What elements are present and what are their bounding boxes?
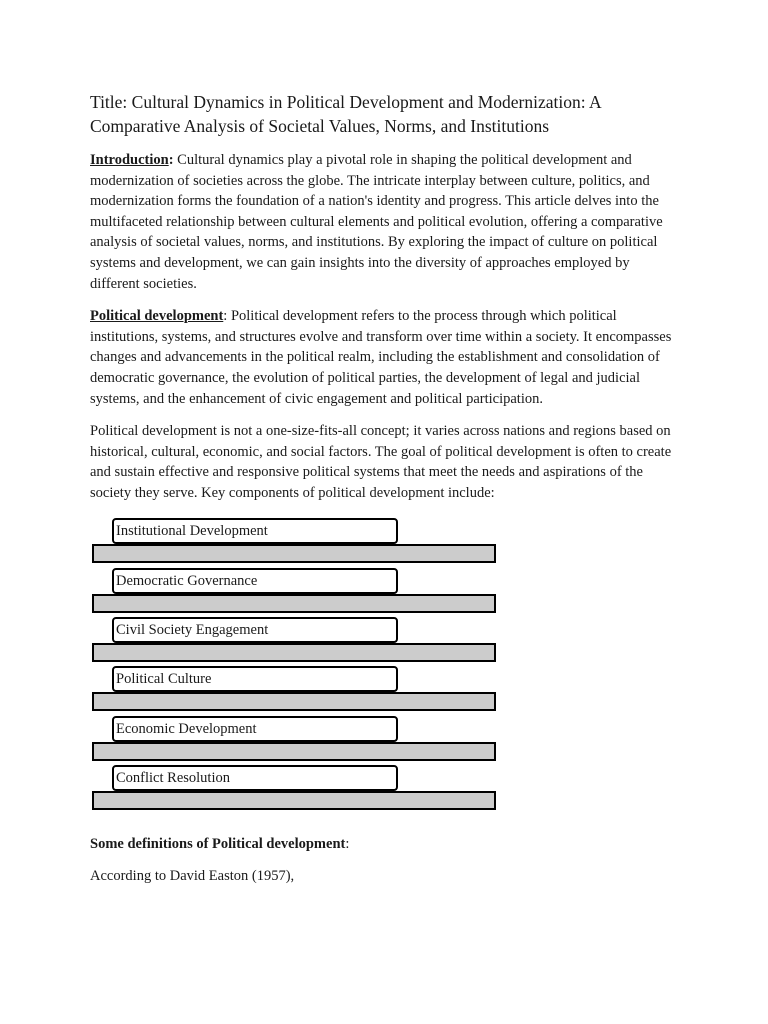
component-bar xyxy=(92,742,496,761)
document-page xyxy=(90,90,680,899)
key-components-diagram xyxy=(90,518,510,820)
component-bar xyxy=(92,791,496,810)
document-title: Title: Cultural Dynamics in Political Development and Modernization: A Comparative Analysis of Societal Values, Norms, and Institutions xyxy=(90,92,601,136)
component-label-box: Conflict Resolution xyxy=(112,765,398,791)
introduction-colon: : xyxy=(168,152,174,168)
political-development-heading: Political development xyxy=(90,308,224,325)
political-development-text: : Political development refers to the process through which political institutions, systems, and structures evolve and transform over time within a society. It encompasses changes and advancements in the political realm, including the establishment and consolidation of democratic governance, the evolution of political parties, the development of legal and judicial systems, and the enhancement of civic engagement and political participation. xyxy=(90,308,672,407)
definitions-heading: Some definitions of Political development xyxy=(90,835,346,852)
introduction-text: Cultural dynamics play a pivotal role in shaping the political development and modernization of societies across the globe. The intricate interplay between culture, politics, and modernization forms the foundation of a nation's identity and progress. This article delves into the multifaceted relationship between cultural elements and political evolution, offering a comparative analysis of societal values, norms, and institutions. By exploring the impact of culture on political systems and development, we can gain insights into the diversity of approaches employed by different societies. xyxy=(90,152,663,292)
introduction-paragraph xyxy=(90,150,680,294)
component-bar xyxy=(92,544,496,563)
easton-paragraph: According to David Easton (1957), xyxy=(90,868,295,885)
component-label-box: Democratic Governance xyxy=(112,568,398,594)
component-label-box: Institutional Development xyxy=(112,518,398,544)
key-components-paragraph: Political development is not a one-size-fits-all concept; it varies across nations and regions based on historical, cultural, economic, and social factors. The goal of political development is often to create and sustain effective and responsive political systems that meet the needs and aspirations of the society they serve. Key components of political development include: xyxy=(90,423,672,501)
component-bar xyxy=(92,643,496,662)
component-bar xyxy=(92,692,496,711)
introduction-heading: Introduction xyxy=(90,152,169,168)
component-label-box: Civil Society Engagement xyxy=(112,617,398,643)
component-bar xyxy=(92,594,496,613)
political-development-paragraph xyxy=(90,306,680,409)
component-label-box: Political Culture xyxy=(112,666,398,692)
definitions-heading-paragraph xyxy=(90,834,680,855)
component-label-box: Economic Development xyxy=(112,716,398,742)
definitions-colon: : xyxy=(345,835,350,852)
